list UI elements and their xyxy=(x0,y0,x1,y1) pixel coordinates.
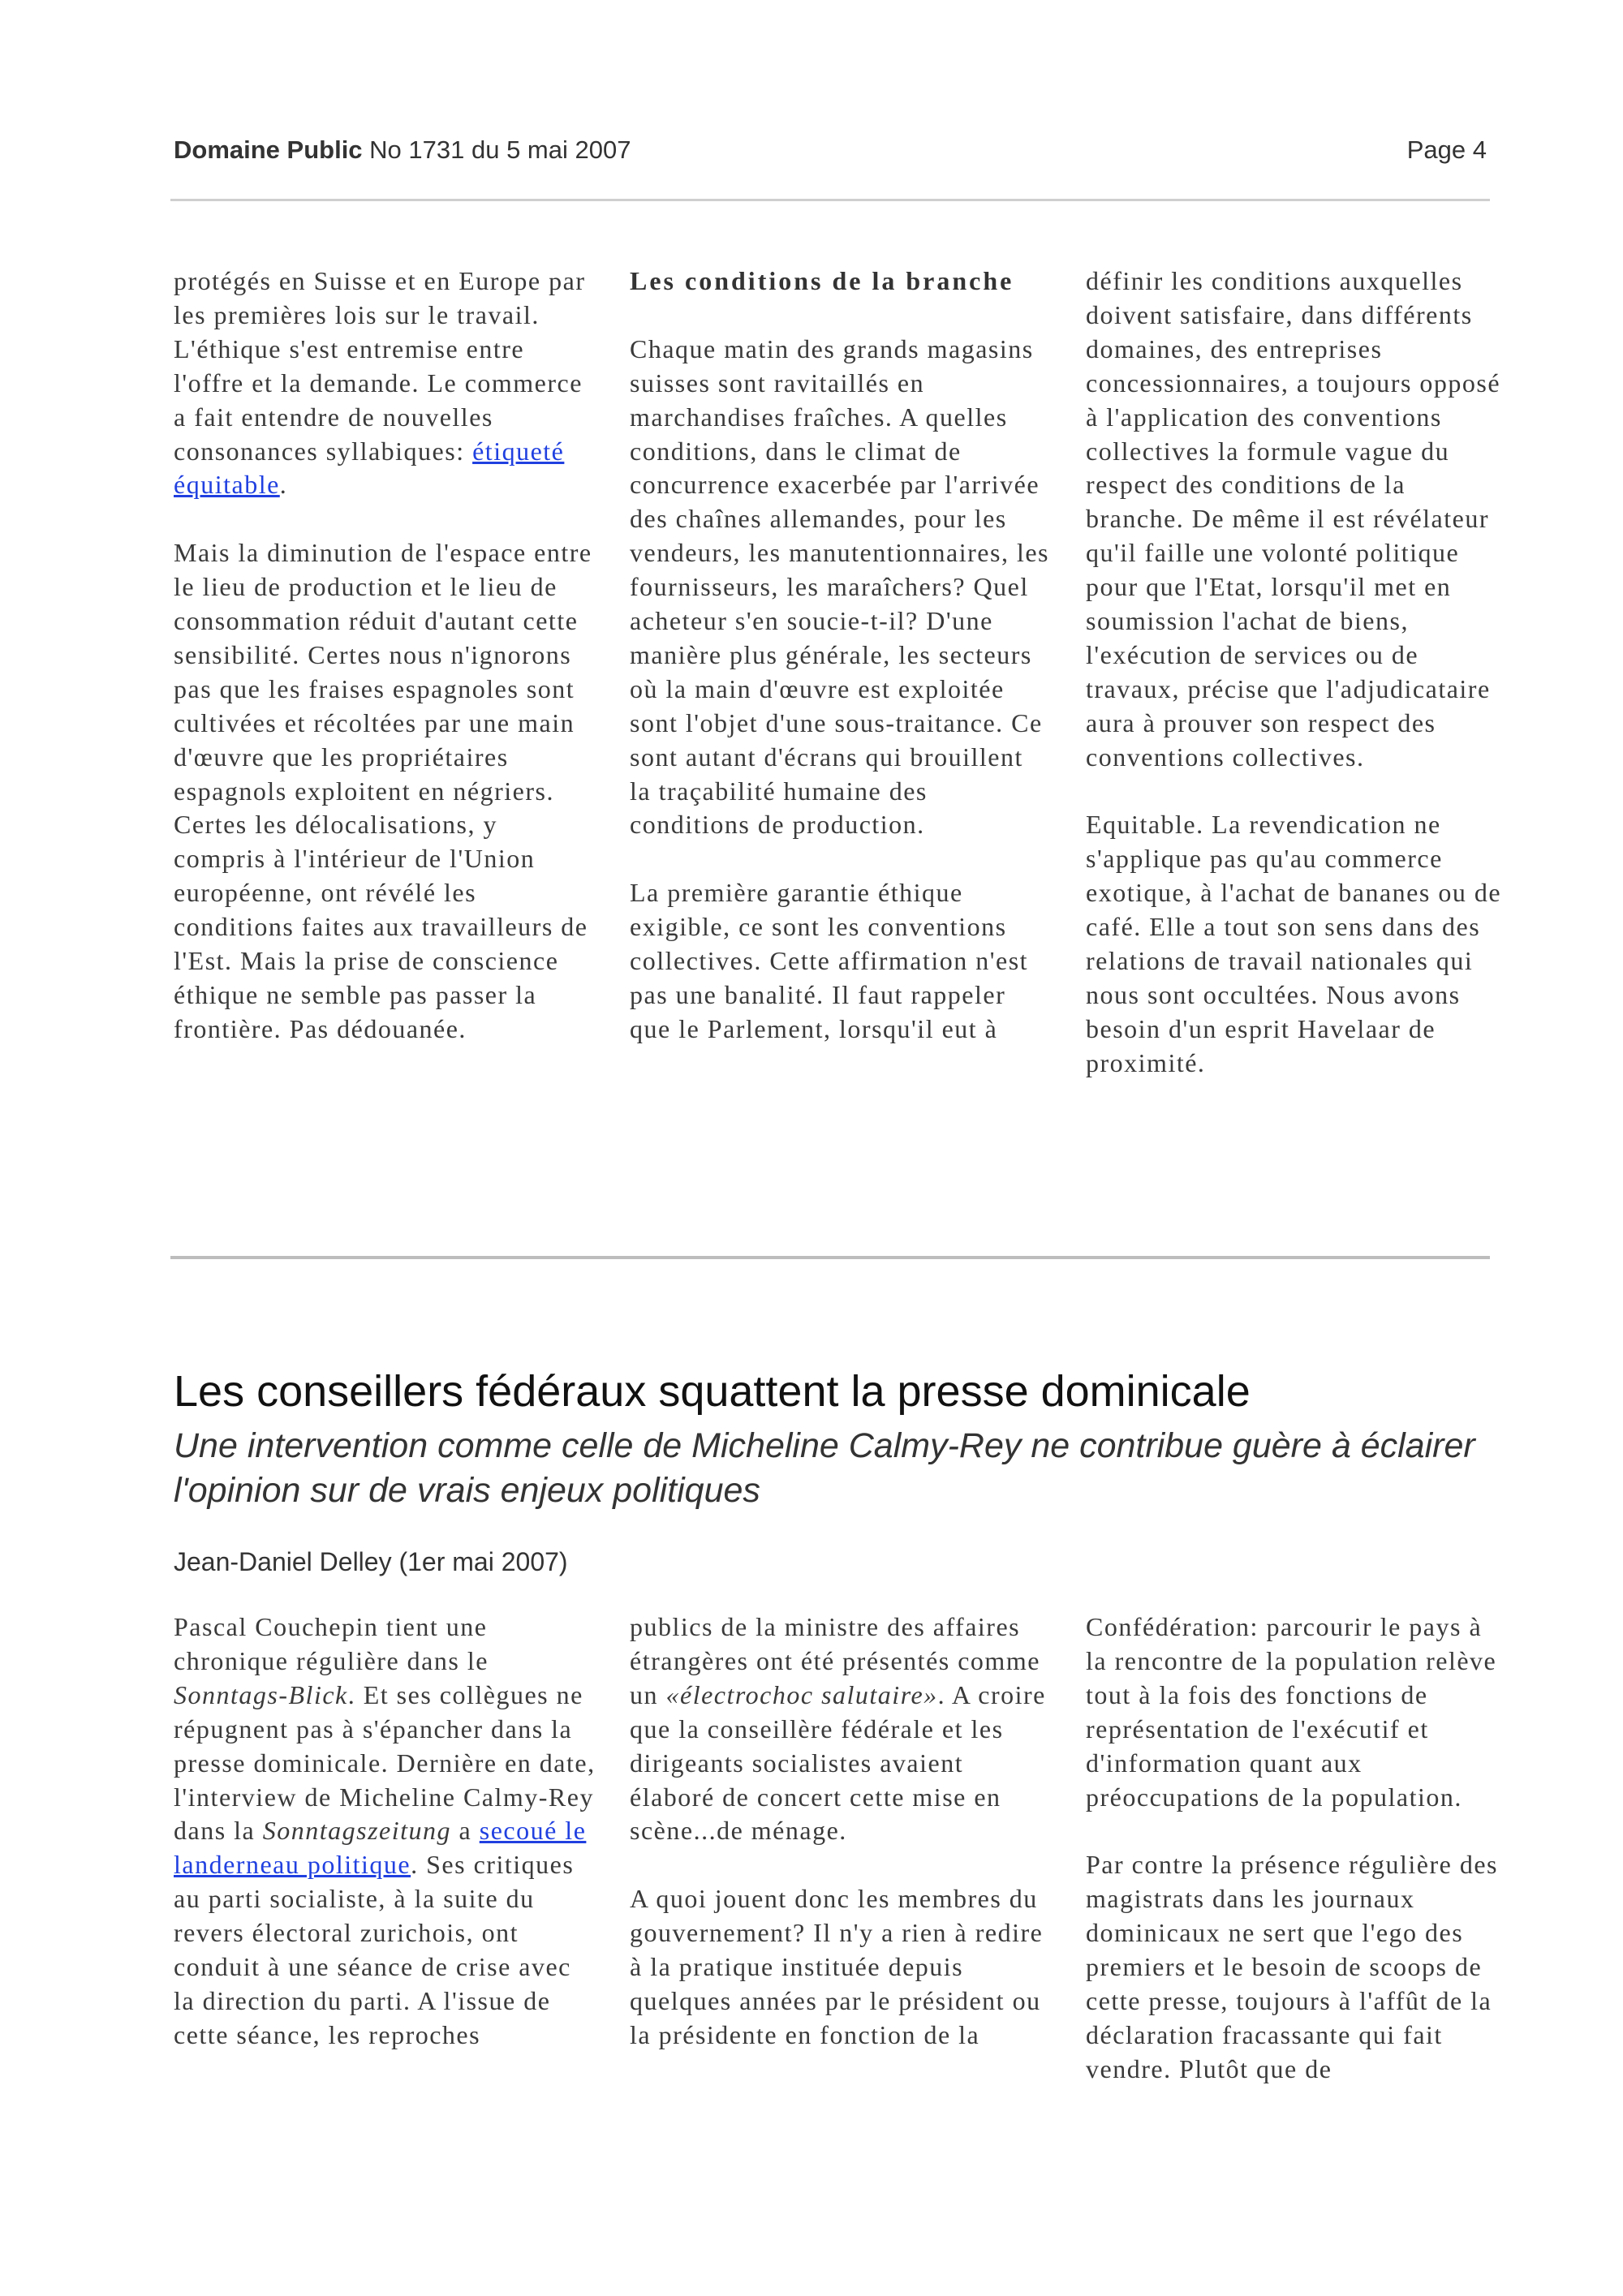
quotation: «électrochoc salutaire» xyxy=(665,1679,938,1709)
newspaper-name: Sonntagszeitung xyxy=(262,1816,452,1846)
article1-paragraph: Chaque matin des grands magasins suisses sont ravitaillés en marchandises fraîches. A quelles conditions, dans le climat de concurrence exacerbée par l'arrivée des chaînes allemandes, pour les vendeurs, les manutentionnaires, les fournisseurs, les maraîchers? Quel acheteur s'en soucie-t-il? D'une manière plus générale, les secteurs où la main d'œuvre est exploitée sont l'objet d'une sous-traitance. Ce sont autant d'écrans qui brouillent la traçabilité humaine des conditions de production. xyxy=(630,333,1049,840)
section-heading: Les conditions de la branche xyxy=(630,266,1014,295)
paragraph-text: . A croire que la conseillère fédérale et les dirigeants socialistes avaient élaboré de concert cette mise en scène...de ménage. xyxy=(630,1679,1046,1846)
publication-name: Domaine Public xyxy=(174,135,363,164)
secoue-le-landerneau-link[interactable]: secoué le landerneau politique xyxy=(174,1816,587,1880)
article2-column-3 xyxy=(1086,1610,1508,2087)
article2-paragraph xyxy=(630,1610,1052,1848)
article2-paragraph: Confédération: parcourir le pays à la rencontre de la population relève tout à la fois des fonctions de représentation de l'exécutif et d'information quant aux préoccupations de la population. xyxy=(1086,1612,1497,1812)
article1-column-1 xyxy=(174,264,596,1047)
article-byline: Jean-Daniel Delley (1er mai 2007) xyxy=(174,1547,568,1576)
article1-paragraph xyxy=(174,264,596,502)
header-divider xyxy=(170,199,1490,201)
newspaper-name: Sonntags-Blick xyxy=(174,1679,348,1709)
page-number: Page 4 xyxy=(1406,135,1487,164)
paragraph-text: . Et ses collègues ne répugnent pas à s'épancher dans la presse dominicale. Dernière en date, l'interview de Micheline Calmy-Rey dans la xyxy=(174,1679,596,1846)
article2-paragraph: Par contre la présence régulière des magistrats dans les journaux dominicaux ne sert que l'ego des premiers et le besoin de scoops de cette presse, toujours à l'affût de la déclaration fracassante qui fait vendre. Plutôt que de xyxy=(1086,1850,1498,2083)
paragraph-text: Pascal Couchepin tient une chronique régulière dans le xyxy=(174,1612,489,1675)
article2-column-1 xyxy=(174,1610,596,2053)
article-title: Les conseillers fédéraux squattent la presse dominicale xyxy=(174,1367,1251,1416)
paragraph-text: . xyxy=(279,470,288,500)
article1-column-2 xyxy=(630,264,1052,1047)
article-subtitle: Une intervention comme celle de Micheline Calmy-Rey ne contribue guère à éclairer l'opinion sur de vrais enjeux politiques xyxy=(174,1426,1475,1510)
etiquete-equitable-link[interactable]: étiqueté équitable xyxy=(174,436,565,500)
page-header xyxy=(174,134,1487,166)
paragraph-text: a xyxy=(451,1816,480,1846)
article2-column-2 xyxy=(630,1610,1052,2053)
article1-column-3 xyxy=(1086,264,1508,1081)
article1-paragraph: définir les conditions auxquelles doivent satisfaire, dans différents domaines, des entreprises concessionnaires, a toujours opposé à l'application des conventions collectives la formule vague du respect des conditions de la branche. De même il est révélateur qu'il faille une volonté politique pour que l'Etat, lorsqu'il met en soumission l'achat de biens, l'exécution de services ou de travaux, précise que l'adjudicataire aura à prouver son respect des conventions collectives. xyxy=(1086,266,1501,772)
article1-paragraph: Equitable. La revendication ne s'applique pas qu'au commerce exotique, à l'achat de bananes ou de café. Elle a tout son sens dans des relations de travail nationales qui nous sont occultées. Nous avons besoin d'un esprit Havelaar de proximité. xyxy=(1086,810,1502,1077)
paragraph-text: . Ses critiques au parti socialiste, à la suite du revers électoral zurichois, ont conduit à une séance de crise avec la direction du parti. A l'issue de cette séance, les reproches xyxy=(174,1850,575,2049)
article2-paragraph xyxy=(174,1610,596,2053)
paragraph-text: publics de la ministre des affaires étrangères ont été présentés comme un xyxy=(630,1612,1040,1709)
article1-paragraph: Mais la diminution de l'espace entre le lieu de production et le lieu de consommation réduit d'autant cette sensibilité. Certes nous n'ignorons pas que les fraises espagnoles sont cultivées et récoltées par une main d'œuvre que les propriétaires espagnols exploitent en négriers. Certes les délocalisations, y compris à l'intérieur de l'Union européenne, ont révélé les conditions faites aux travailleurs de l'Est. Mais la prise de conscience éthique ne semble pas passer la frontière. Pas dédouanée. xyxy=(174,538,592,1043)
article1-paragraph: La première garantie éthique exigible, ce sont les conventions collectives. Cette affirmation n'est pas une banalité. Il faut rappeler que le Parlement, lorsqu'il eut à xyxy=(630,878,1029,1043)
paragraph-text: protégés en Suisse et en Europe par les premières lois sur le travail. L'éthique s'est entremise entre l'offre et la demande. Le commerce a fait entendre de nouvelles consonances syllabiques: xyxy=(174,266,586,466)
article-divider xyxy=(170,1256,1490,1259)
issue-info: No 1731 du 5 mai 2007 xyxy=(369,135,631,164)
article2-paragraph: A quoi jouent donc les membres du gouvernement? Il n'y a rien à redire à la pratique instituée depuis quelques années par le président ou la présidente en fonction de la xyxy=(630,1884,1044,2049)
